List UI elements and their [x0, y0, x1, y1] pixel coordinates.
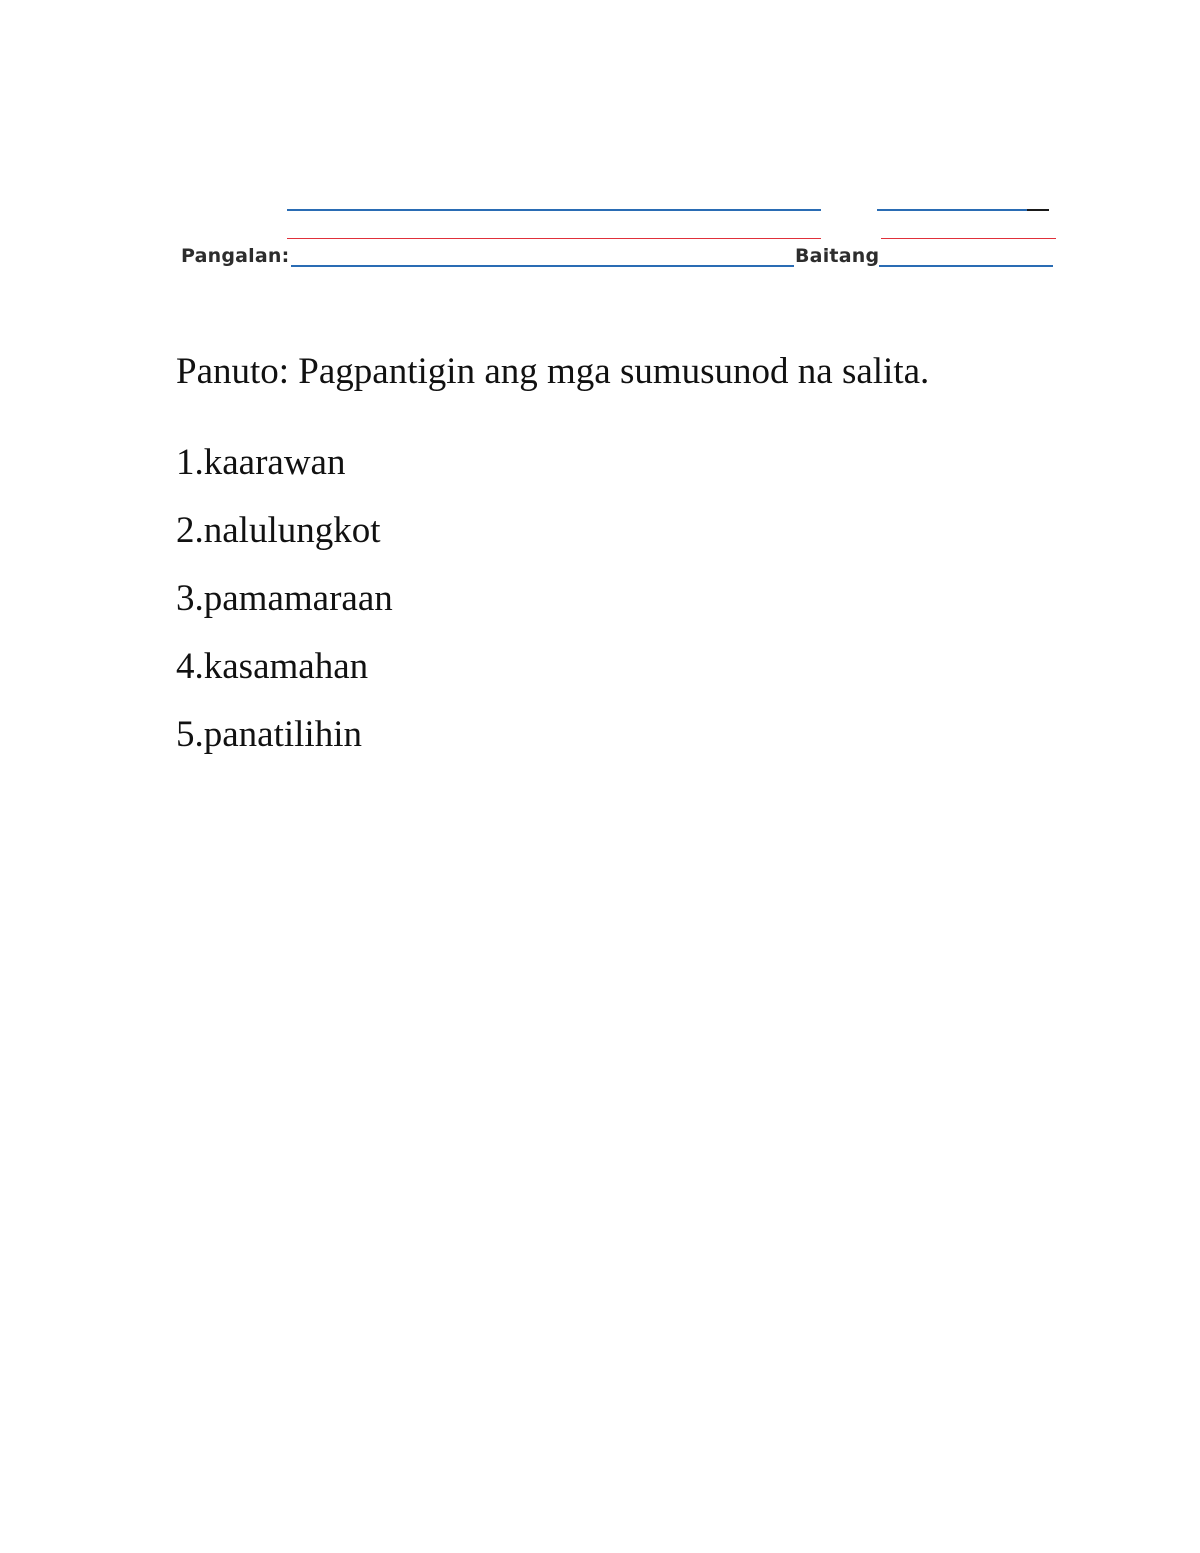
grade-top-guide-line: [877, 209, 1027, 211]
list-item: 5.panatilihin: [176, 714, 362, 755]
grade-mid-guide-line: [881, 238, 1056, 239]
list-item: 4.kasamahan: [176, 646, 369, 687]
grade-field-line[interactable]: [879, 265, 1053, 267]
list-item: 1.kaarawan: [176, 442, 346, 483]
name-field-line[interactable]: [291, 265, 794, 267]
grade-top-guide-line-end: [1027, 209, 1049, 211]
word-list: [176, 438, 393, 778]
instruction-text: Panuto: Pagpantigin ang mga sumusunod na salita.: [176, 351, 930, 392]
name-mid-guide-line: [287, 238, 821, 239]
list-item: 2.nalulungkot: [176, 510, 381, 551]
grade-label: Baitang: [795, 245, 880, 267]
name-label: Pangalan:: [181, 245, 290, 267]
name-top-guide-line: [287, 209, 821, 211]
list-item: 3.pamamaraan: [176, 578, 393, 619]
